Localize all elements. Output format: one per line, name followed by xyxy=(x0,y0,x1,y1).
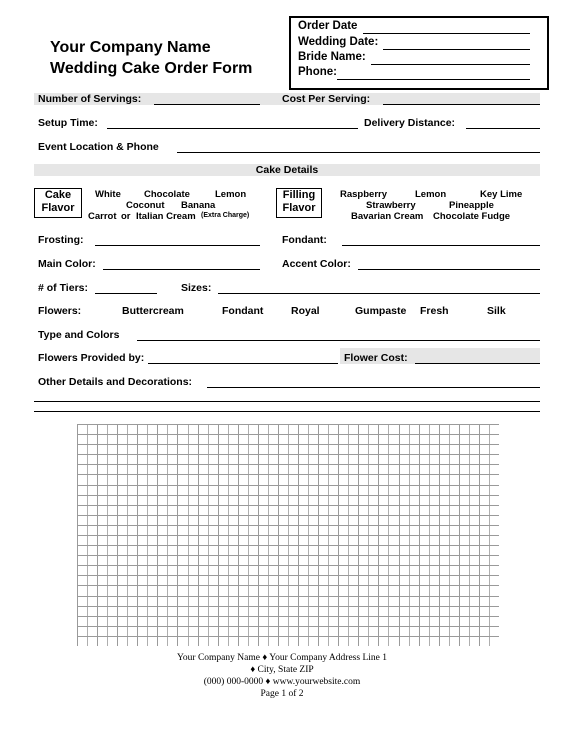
flower-option-gumpaste[interactable]: Gumpaste xyxy=(355,305,407,317)
flower-cost-field[interactable] xyxy=(415,363,540,364)
footer-line-1: Your Company Name ♦ Your Company Address Line 1 xyxy=(177,653,387,663)
flavor-or: or xyxy=(121,211,131,222)
flower-option-buttercream[interactable]: Buttercream xyxy=(122,305,184,317)
fondant-label: Fondant: xyxy=(282,234,327,246)
flavor-banana[interactable]: Banana xyxy=(181,200,216,211)
footer-line-2: ♦ City, State ZIP xyxy=(250,665,314,675)
flowers-provided-label: Flowers Provided by: xyxy=(38,352,145,364)
footer-line-3: (000) 000-0000 ♦ www.yourwebsite.com xyxy=(203,677,361,687)
flavor-white[interactable]: White xyxy=(95,189,121,200)
footer-line-4: Page 1 of 2 xyxy=(260,689,304,699)
cake-details-title: Cake Details xyxy=(255,164,319,176)
flavor-carrot[interactable]: Carrot xyxy=(88,211,117,222)
flavor-chocolate[interactable]: Chocolate xyxy=(144,189,190,200)
form-title: Wedding Cake Order Form xyxy=(50,60,253,77)
other-details-label: Other Details and Decorations: xyxy=(38,376,193,388)
filling-raspberry[interactable]: Raspberry xyxy=(340,189,387,200)
extra-charge-note: (Extra Charge) xyxy=(201,212,250,219)
flower-option-fondant[interactable]: Fondant xyxy=(222,305,264,317)
filling-chocolate-fudge[interactable]: Chocolate Fudge xyxy=(433,211,511,222)
order-date-field[interactable] xyxy=(363,33,530,34)
filling-flavor-label-1: Filling xyxy=(282,189,316,201)
fondant-field[interactable] xyxy=(342,245,540,246)
other-details-field[interactable] xyxy=(207,387,540,388)
flowers-provided-field[interactable] xyxy=(148,363,338,364)
flavor-lemon[interactable]: Lemon xyxy=(215,189,247,200)
frosting-label: Frosting: xyxy=(38,234,84,246)
main-color-field[interactable] xyxy=(103,269,260,270)
cost-per-serving-field[interactable] xyxy=(383,104,540,105)
type-colors-field[interactable] xyxy=(137,340,540,341)
tiers-label: # of Tiers: xyxy=(38,282,88,294)
filling-flavor-label-2: Flavor xyxy=(282,202,316,214)
filling-lemon[interactable]: Lemon xyxy=(415,189,447,200)
filling-bavarian-cream[interactable]: Bavarian Cream xyxy=(351,211,424,222)
other-details-line-3[interactable] xyxy=(34,411,540,412)
order-date-label: Order Date xyxy=(298,20,358,32)
bride-name-field[interactable] xyxy=(371,64,530,65)
flower-option-silk[interactable]: Silk xyxy=(487,305,506,317)
order-info-box xyxy=(289,16,549,90)
delivery-distance-field[interactable] xyxy=(466,128,540,129)
wedding-date-label: Wedding Date: xyxy=(298,36,379,48)
phone-field[interactable] xyxy=(337,79,530,80)
servings-label: Number of Servings: xyxy=(38,93,142,105)
event-location-field[interactable] xyxy=(177,152,540,153)
sketch-grid[interactable] xyxy=(77,424,499,646)
delivery-distance-label: Delivery Distance: xyxy=(364,117,456,129)
company-name: Your Company Name xyxy=(50,39,211,56)
main-color-label: Main Color: xyxy=(38,258,96,270)
flavor-coconut[interactable]: Coconut xyxy=(126,200,165,211)
phone-label: Phone: xyxy=(298,66,337,78)
bride-name-label: Bride Name: xyxy=(298,51,366,63)
event-location-label: Event Location & Phone xyxy=(38,141,159,153)
setup-time-field[interactable] xyxy=(107,128,358,129)
filling-key-lime[interactable]: Key Lime xyxy=(480,189,523,200)
filling-strawberry[interactable]: Strawberry xyxy=(366,200,416,211)
tiers-field[interactable] xyxy=(95,293,157,294)
sizes-field[interactable] xyxy=(218,293,540,294)
flower-option-fresh[interactable]: Fresh xyxy=(420,305,449,317)
setup-time-label: Setup Time: xyxy=(38,117,98,129)
flavor-italian-cream[interactable]: Italian Cream xyxy=(136,211,196,222)
flowers-label: Flowers: xyxy=(38,305,82,317)
cost-per-serving-label: Cost Per Serving: xyxy=(282,93,371,105)
flower-cost-label: Flower Cost: xyxy=(344,352,408,364)
accent-color-field[interactable] xyxy=(358,269,540,270)
cake-flavor-label-2: Flavor xyxy=(41,202,75,214)
cake-flavor-box xyxy=(34,188,82,218)
wedding-date-field[interactable] xyxy=(383,49,530,50)
accent-color-label: Accent Color: xyxy=(282,258,351,270)
filling-pineapple[interactable]: Pineapple xyxy=(449,200,494,211)
sizes-label: Sizes: xyxy=(181,282,212,294)
cake-flavor-label-1: Cake xyxy=(44,189,72,201)
other-details-line-2[interactable] xyxy=(34,401,540,402)
filling-flavor-box xyxy=(276,188,322,218)
frosting-field[interactable] xyxy=(95,245,260,246)
servings-field[interactable] xyxy=(154,104,260,105)
flower-option-royal[interactable]: Royal xyxy=(291,305,320,317)
type-colors-label: Type and Colors xyxy=(38,329,120,341)
